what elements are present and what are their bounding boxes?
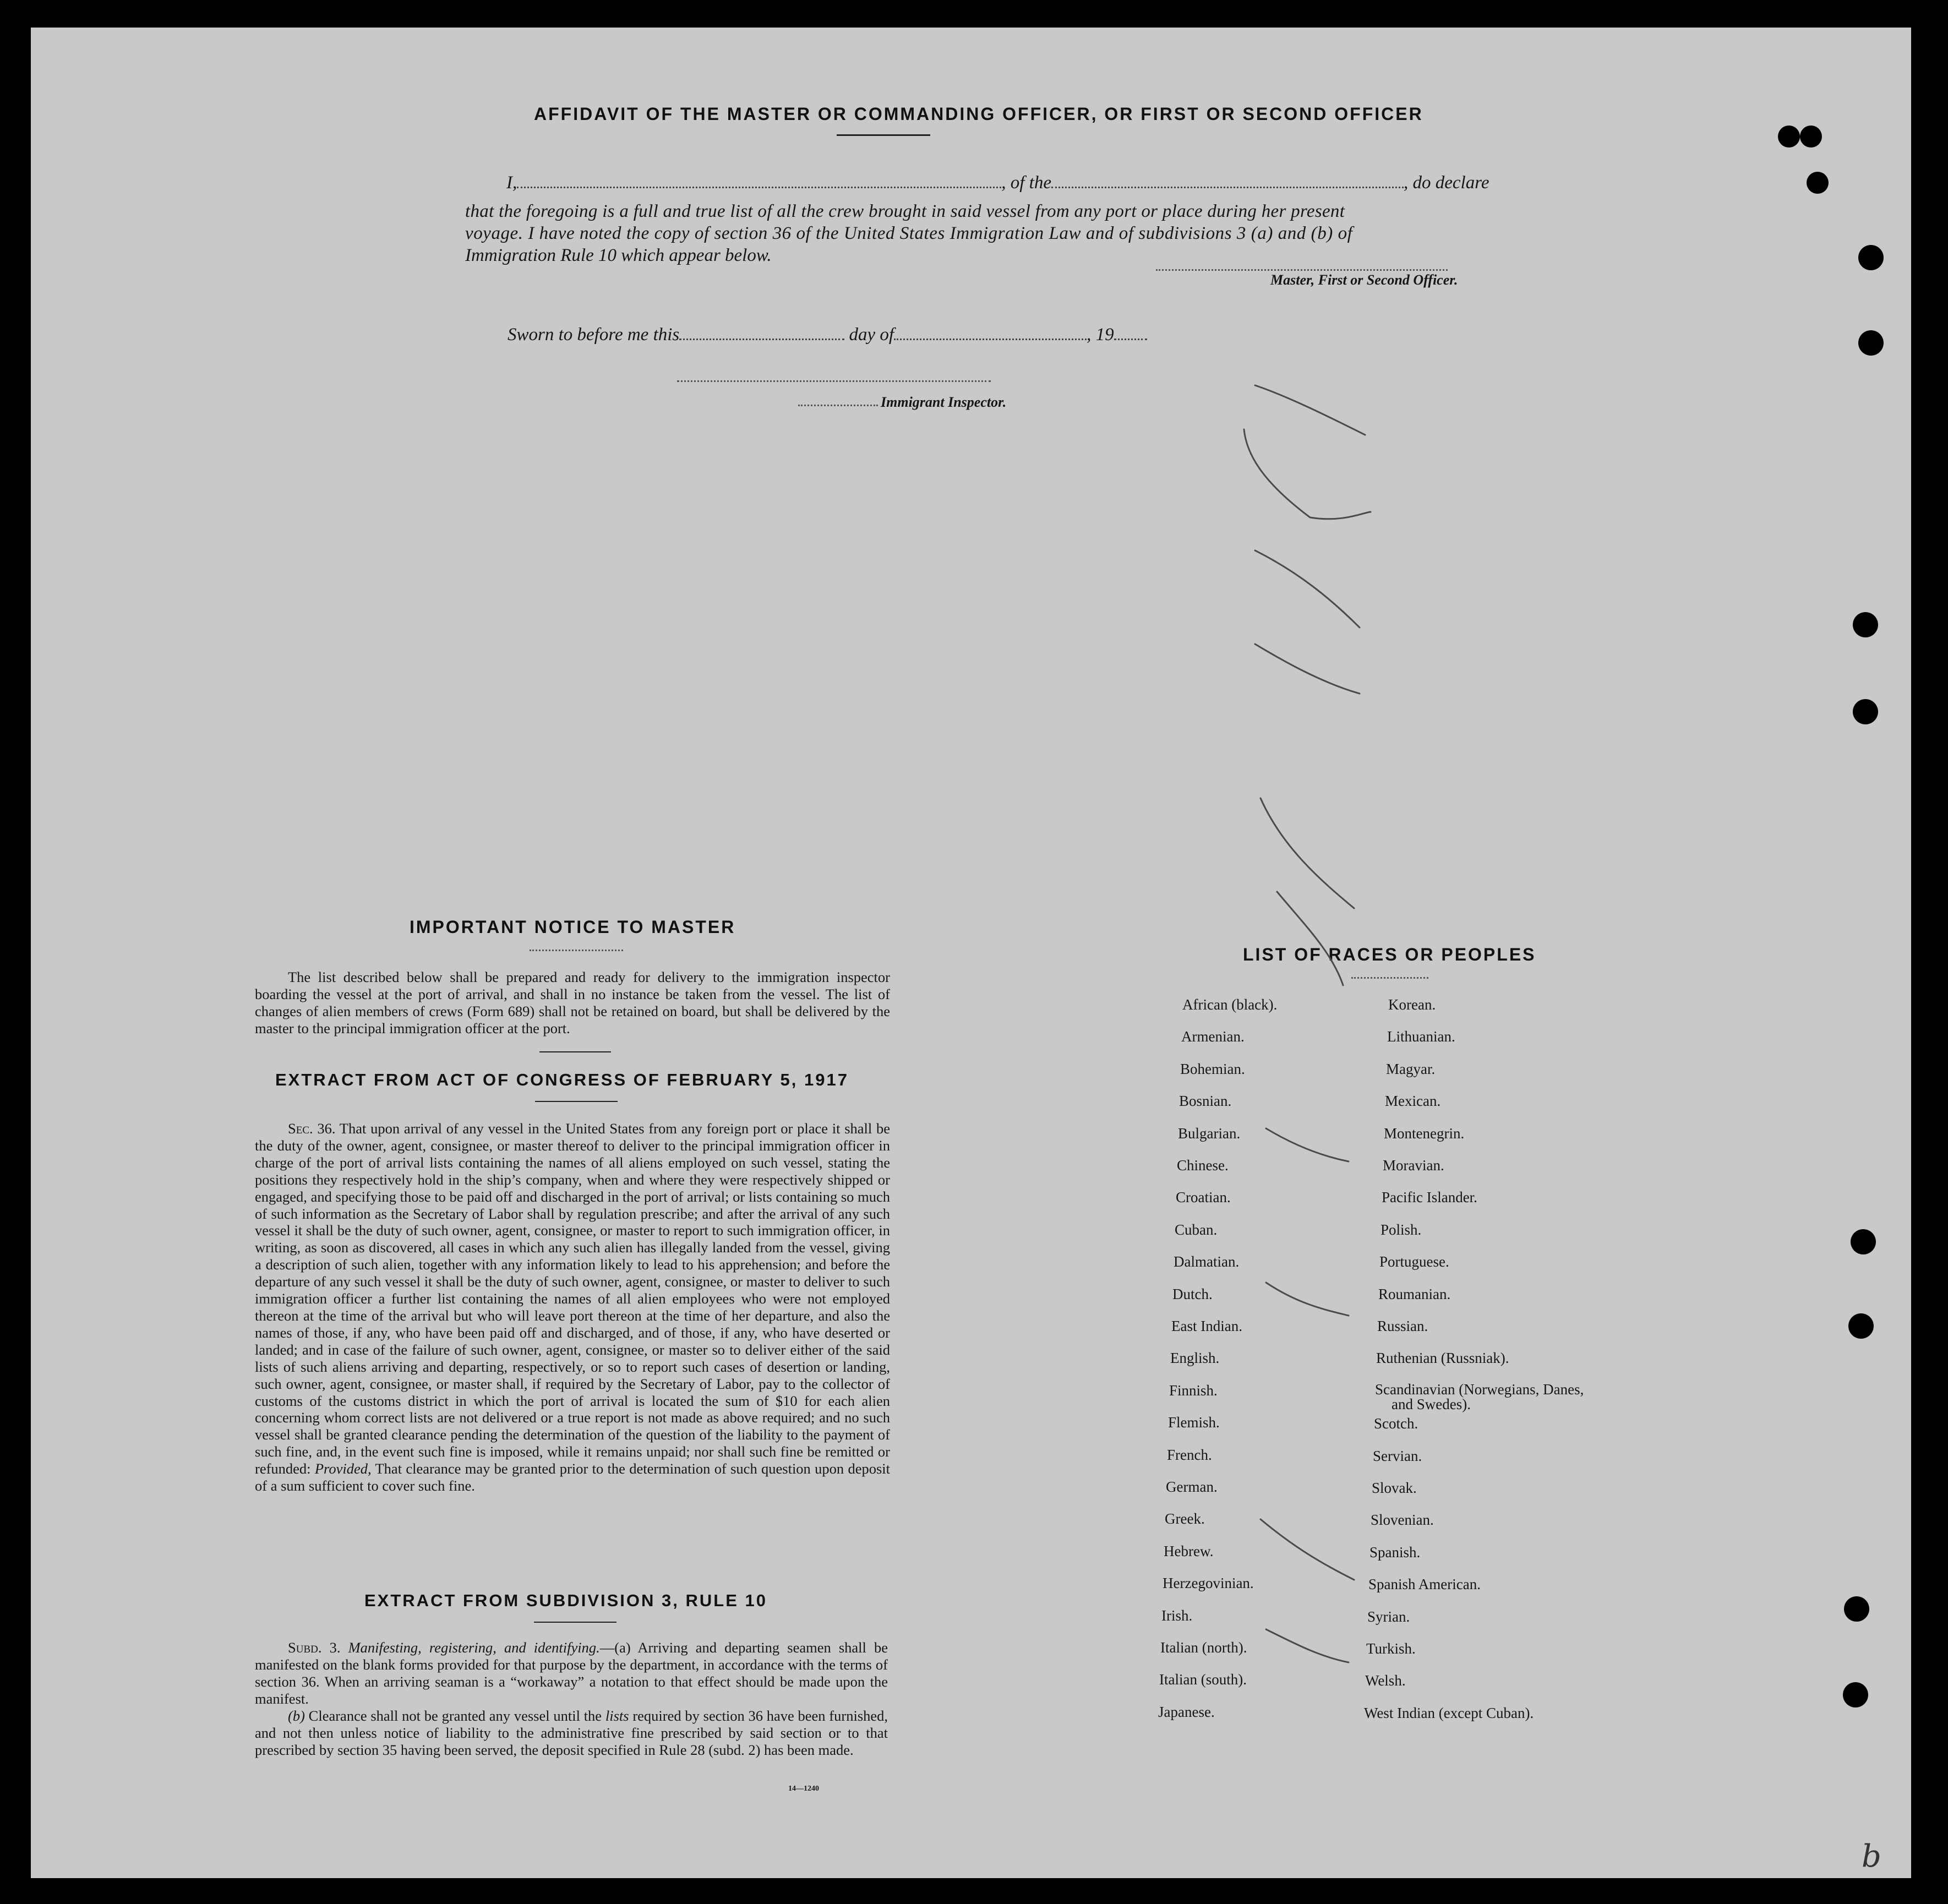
subdivision-label: Subd. 3. bbox=[288, 1639, 341, 1656]
act-extract-title: EXTRACT FROM ACT OF CONGRESS OF FEBRUARY 5, 1917 bbox=[275, 1070, 849, 1089]
sworn-label: Sworn to before me this bbox=[508, 325, 680, 345]
race-item: French. bbox=[1167, 1446, 1212, 1463]
race-item: Russian. bbox=[1377, 1318, 1428, 1334]
inspector-caption: Immigrant Inspector. bbox=[881, 394, 1007, 410]
race-item: Portuguese. bbox=[1379, 1253, 1449, 1270]
race-item: Servian. bbox=[1373, 1447, 1422, 1464]
race-item: Armenian. bbox=[1181, 1028, 1245, 1045]
race-item: Bulgarian. bbox=[1178, 1125, 1241, 1142]
section-36-text: That upon arrival of any vessel in the United States from any foreign port or place it shall be the duty of the owner, agent, consignee, or master thereof to deliver to the principal immigration officer in charge of the port of arrival lists containing the names of all aliens employed on such vessel, stating the positions they respectively hold in the ship’s company, when and where they were respectively shipped or engaged, and specifying those to be paid off and discharged in the port of arrival; or lists containing so much of such information as the Secretary of Labor shall by regulation prescribe; and after the arrival of any such vessel it shall be the duty of such owner, agent, consignee, or master to report to such immigration officer, in writing, as soon as discovered, all cases in which any such alien has illegally landed from the vessel, giving a description of such alien, together with any information likely to lead to his apprehension; and before the departure of any such vessel it shall be the duty of such owner, agent, consignee, or master to deliver to such immigration officer a further list containing the names of all alien employees who were not employed thereon at the time of the arrival but who will leave port thereon at the time of her departure, and also the names of those, if any, who have been paid off and discharged, and of those, if any, who have deserted or landed; and in case of the failure of such owner, agent, consignee, or master so to deliver either of the said lists of such aliens arriving and departing, respectively, or so to report such cases of desertion or landing, such owner, agent, consignee, or master shall, if required by the Secretary of Labor, pay to the collector of customs of the customs district in which the port of arrival is located the sum of $10 for each alien concerning whom correct lists are not delivered or a true report is not made as above required; and no such vessel shall be granted clearance pending the determination of the question of the liability to the payment of such fine, and, in the event such fine is imposed, while it remains unpaid; nor shall such fine be remitted or refunded: bbox=[255, 1120, 890, 1477]
notice-text: The list described below shall be prepared and ready for delivery to the immigration inspector boarding the vessel at the port of arrival, and shall in no instance be taken from the vessel. The list of changes of alien members of crews (Form 689) shall not be retained on board, but shall be delivered by the master to the principal immigration officer at the port. bbox=[255, 969, 890, 1036]
race-item: Lithuanian. bbox=[1387, 1028, 1455, 1045]
affidavit-line-4: Immigration Rule 10 which appear below. bbox=[465, 245, 772, 265]
declarant-label: I, bbox=[506, 173, 517, 193]
race-item: Croatian. bbox=[1176, 1189, 1231, 1206]
form-number: 14—1240 bbox=[788, 1785, 819, 1793]
affidavit-title: AFFIDAVIT OF THE MASTER OR COMMANDING OFFICER, OR FIRST OR SECOND OFFICER bbox=[534, 104, 1423, 124]
provided-text: That clearance may be granted prior to the determination of such question upon deposit of a sum sufficient to cover such fine. bbox=[255, 1460, 890, 1494]
races-title: LIST OF RACES OR PEOPLES bbox=[1243, 945, 1536, 964]
race-item: Italian (north). bbox=[1160, 1639, 1247, 1656]
race-item: Cuban. bbox=[1175, 1221, 1218, 1238]
lists-word: lists bbox=[605, 1707, 629, 1724]
race-item: Mexican. bbox=[1385, 1093, 1441, 1110]
race-item: Dalmatian. bbox=[1174, 1253, 1240, 1270]
subdivision-heading: Manifesting, registering, and identifying. bbox=[348, 1639, 600, 1656]
race-item: English. bbox=[1170, 1350, 1220, 1367]
paragraph-a-text: Arriving and departing seamen shall be manifested on the blank forms provided for that purpose by the department, in accordance with the terms of section 36. When an arriving seaman is a “workaway” a notation to that effect should be made upon the manifest. bbox=[255, 1639, 888, 1707]
paragraph-a-label: —(a) bbox=[599, 1639, 631, 1656]
race-item: African (black). bbox=[1182, 996, 1278, 1013]
race-item: Bosnian. bbox=[1179, 1093, 1232, 1110]
of-the-label: , of the bbox=[1001, 173, 1051, 193]
year-label: , 19 bbox=[1087, 325, 1114, 345]
race-item: Montenegrin. bbox=[1384, 1125, 1465, 1142]
race-item: Irish. bbox=[1161, 1607, 1193, 1624]
race-item: West Indian (except Cuban). bbox=[1364, 1704, 1534, 1721]
race-item: Welsh. bbox=[1365, 1672, 1406, 1689]
race-item: Japanese. bbox=[1158, 1703, 1215, 1720]
race-item: Magyar. bbox=[1386, 1060, 1436, 1077]
race-item: Italian (south). bbox=[1159, 1671, 1247, 1688]
race-item: Roumanian. bbox=[1378, 1285, 1451, 1302]
race-item: Moravian. bbox=[1383, 1157, 1444, 1174]
race-item: Spanish. bbox=[1369, 1543, 1421, 1561]
paragraph-b-label: (b) bbox=[288, 1707, 305, 1724]
affidavit-line-2: that the foregoing is a full and true list of all the crew brought in said vessel from any port or place during her present bbox=[465, 201, 1345, 221]
declare-label: , do declare bbox=[1403, 173, 1489, 193]
race-item: Polish. bbox=[1380, 1221, 1422, 1238]
race-item: German. bbox=[1166, 1479, 1218, 1495]
handwritten-mark: b bbox=[1862, 1838, 1881, 1874]
race-item: Dutch. bbox=[1172, 1285, 1213, 1302]
section-label: Sec. 36. bbox=[288, 1120, 336, 1137]
race-item: Bohemian. bbox=[1180, 1060, 1245, 1077]
race-item: Pacific Islander. bbox=[1382, 1189, 1477, 1206]
race-item: Slovenian. bbox=[1371, 1512, 1434, 1529]
race-item: Slovak. bbox=[1372, 1480, 1417, 1496]
paragraph-b-text-1: Clearance shall not be granted any vessel until the bbox=[308, 1707, 602, 1724]
race-item: Hebrew. bbox=[1164, 1542, 1214, 1559]
race-item: Flemish. bbox=[1168, 1414, 1220, 1431]
race-item: Scotch. bbox=[1374, 1415, 1418, 1432]
paragraph-b-text-2: required by section 36 have been furnished, and not then unless notice of liability to the administrative fine prescribed by said section or to that prescribed by section 35 having been served, the deposit specified in Rule 28 (subd. 2) has been made. bbox=[255, 1707, 888, 1758]
day-of-label: day of bbox=[849, 325, 894, 345]
affidavit-line-3: voyage. I have noted the copy of section 36 of the United States Immigration Law and of subdivisions 3 (a) and (b) of bbox=[465, 223, 1353, 243]
race-item: Korean. bbox=[1388, 996, 1436, 1013]
race-item: Greek. bbox=[1165, 1510, 1205, 1527]
race-item: Chinese. bbox=[1177, 1157, 1229, 1174]
race-item: Ruthenian (Russniak). bbox=[1376, 1350, 1509, 1367]
provided-label: Provided, bbox=[314, 1460, 372, 1477]
notice-title: IMPORTANT NOTICE TO MASTER bbox=[410, 917, 736, 937]
race-item: Spanish American. bbox=[1368, 1576, 1481, 1593]
race-item: Turkish. bbox=[1366, 1640, 1416, 1657]
race-item: Herzegovinian. bbox=[1163, 1575, 1254, 1592]
master-signature-caption: Master, First or Second Officer. bbox=[1270, 272, 1458, 288]
race-item: Finnish. bbox=[1169, 1382, 1218, 1399]
race-item: Syrian. bbox=[1367, 1608, 1410, 1625]
race-item: Scandinavian (Norwegians, Danes, and Swedes). bbox=[1375, 1381, 1584, 1412]
rule-extract-title: EXTRACT FROM SUBDIVISION 3, RULE 10 bbox=[364, 1591, 767, 1610]
race-item: East Indian. bbox=[1171, 1318, 1242, 1334]
